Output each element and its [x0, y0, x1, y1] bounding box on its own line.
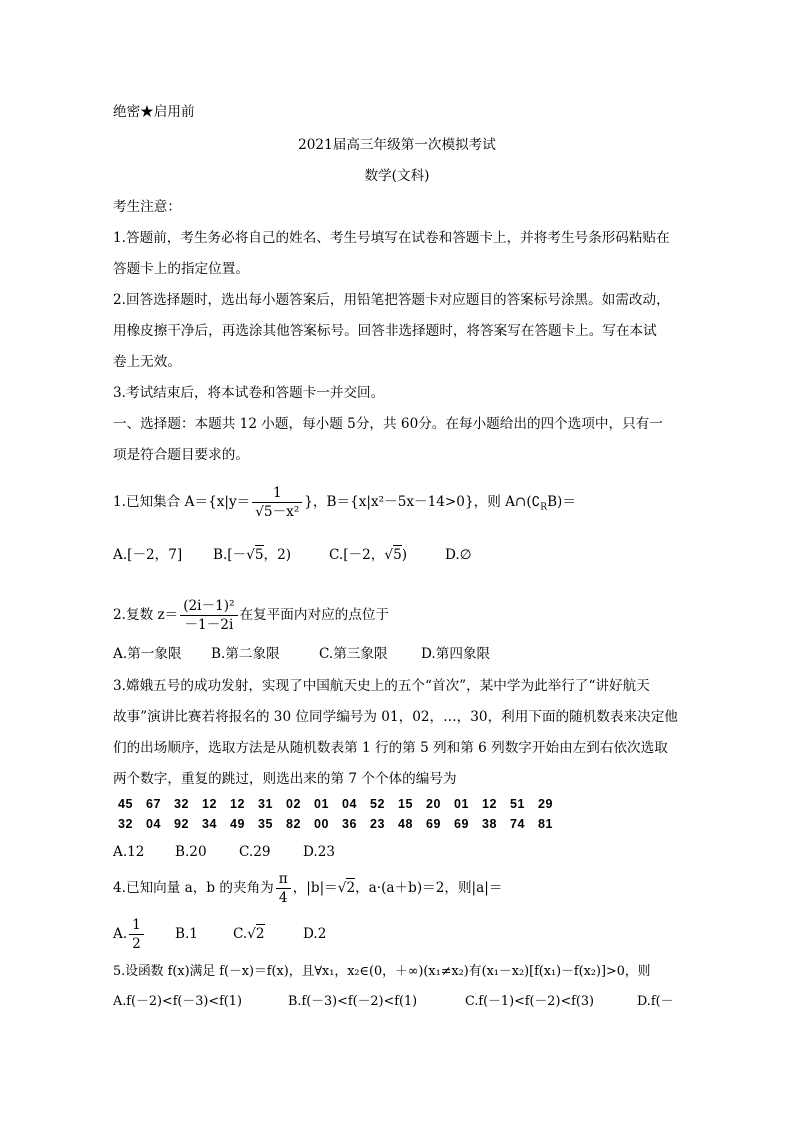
question-2-options — [113, 644, 490, 664]
question-3-line-1: 3.嫦娥五号的成功发射，实现了中国航天史上的五个“首次”，某中学为此举行了“讲好航天 — [113, 678, 650, 694]
q1-option-b[interactable]: B.[－√5，2) — [213, 547, 292, 563]
watermark — [610, 790, 619, 815]
secret-label: 绝密★启用前 — [113, 104, 195, 120]
question-2-stem: 2.复数 z＝ $\frac{\text{(2i－1)²}}{-1-2i}$ 在复平面内对应的点位于 — [113, 598, 390, 633]
q4-fraction: $\frac{\pi}{4}$ — [276, 870, 291, 907]
notes-heading: 考生注意： — [113, 199, 181, 215]
section-heading-line-1: 一、选择题：本题共 12 小题，每小题 5分，共 60分。在每小题给出的四个选项中，只有一 — [113, 416, 663, 432]
question-3-line-4: 两个数字，重复的跳过，则选出来的第 7 个个体的编号为 — [113, 771, 457, 787]
q1-option-a[interactable]: A.[－2，7] — [113, 547, 183, 563]
random-table-row-2: 32 04 92 34 49 35 82 00 36 23 48 69 69 38 74 81 — [118, 817, 553, 831]
q2-option-a[interactable]: A.第一象限 — [113, 646, 182, 662]
exam-title: 2021届高三年级第一次模拟考试 — [298, 137, 496, 153]
question-4-options — [113, 916, 326, 953]
q3-option-b[interactable]: B.20 — [175, 844, 207, 860]
question-3-options — [113, 842, 335, 862]
q4-option-b[interactable]: B.1 — [175, 926, 198, 942]
q2-fraction: $\frac{\text{(2i－1)²}}{-1-2i}$ — [180, 597, 237, 634]
random-table-row-1: 45 67 32 12 12 31 02 01 04 52 15 20 01 12 51 29 — [118, 797, 553, 811]
note-3: 3.考试结束后，将本试卷和答题卡一并交回。 — [113, 385, 385, 401]
q2-option-b[interactable]: B.第二象限 — [211, 646, 280, 662]
q4-option-a[interactable]: A. $\frac{1}{2}$ — [113, 916, 175, 953]
question-1-options — [113, 545, 472, 565]
q1-option-d[interactable]: D.∅ — [445, 547, 472, 563]
q5-option-b[interactable]: B.f(－3)<f(－2)<f(1) — [288, 994, 418, 1009]
q3-option-c[interactable]: C.29 — [239, 844, 271, 860]
note-1-line-1: 1.答题前，考生务必将自己的姓名、考生号填写在试卷和答题卡上，并将考生号条形码粘贴在 — [113, 230, 670, 246]
question-5-options — [113, 992, 673, 1012]
note-2-line-1: 2.回答选择题时，选出每小题答案后，用铅笔把答题卡对应题目的答案标号涂黑。如需改动， — [113, 292, 670, 308]
q5-option-a[interactable]: A.f(－2)<f(－3)<f(1) — [113, 994, 242, 1009]
q4-option-c[interactable]: C.√2 — [233, 926, 265, 942]
question-1-stem: 1.已知集合 A＝{x|y＝ $\frac{1}{\text{√5－x²}}$ }，B＝{x|x²－5x－14>0}，则 $A\cap(∁_RB)=$ — [113, 485, 576, 520]
q1-option-c[interactable]: C.[－2，√5) — [329, 547, 408, 563]
q5-option-c[interactable]: C.f(－1)<f(－2)<f(3) — [465, 994, 595, 1009]
note-2-line-3: 卷上无效。 — [113, 354, 181, 370]
q1-fraction: $\frac{1}{\text{√5－x²}}$ — [252, 484, 302, 521]
q5-option-d[interactable]: D.f(－ — [637, 994, 674, 1009]
question-3-line-3: 们的出场顺序，选取方法是从随机数表第 1 行的第 5 列和第 6 列数字开始由左到右依次选取 — [113, 740, 668, 756]
q3-option-a[interactable]: A.12 — [113, 844, 145, 860]
question-5-stem: 5.设函数 f(x)满足 f(－x)＝f(x)，且∀x₁，x₂∈(0，＋∞)(x₁≠x₂)有(x₁－x₂)[f(x₁)－f(x₂)]>0，则 — [113, 964, 651, 979]
question-3-line-2: 故事”演讲比赛若将报名的 30 位同学编号为 01，02，…，30，利用下面的随机数表来决定他 — [113, 709, 678, 725]
exam-subtitle: 数学(文科) — [364, 168, 430, 184]
section-heading-line-2: 项是符合题目要求的。 — [113, 447, 249, 463]
q2-option-c[interactable]: C.第三象限 — [319, 646, 388, 662]
question-4-stem: 4.已知向量 a，b 的夹角为 $\frac{\pi}{4}$ ，|b|＝√2，a·(a＋b)＝2，则|a|＝ — [113, 871, 503, 906]
note-1-line-2: 答题卡上的指定位置。 — [113, 261, 249, 277]
note-2-line-2: 用橡皮擦干净后，再选涂其他答案标号。回答非选择题时，将答案写在答题卡上。写在本试 — [113, 323, 657, 339]
q4-option-d[interactable]: D.2 — [303, 926, 327, 942]
q2-option-d[interactable]: D.第四象限 — [421, 646, 491, 662]
q3-option-d[interactable]: D.23 — [303, 844, 336, 860]
